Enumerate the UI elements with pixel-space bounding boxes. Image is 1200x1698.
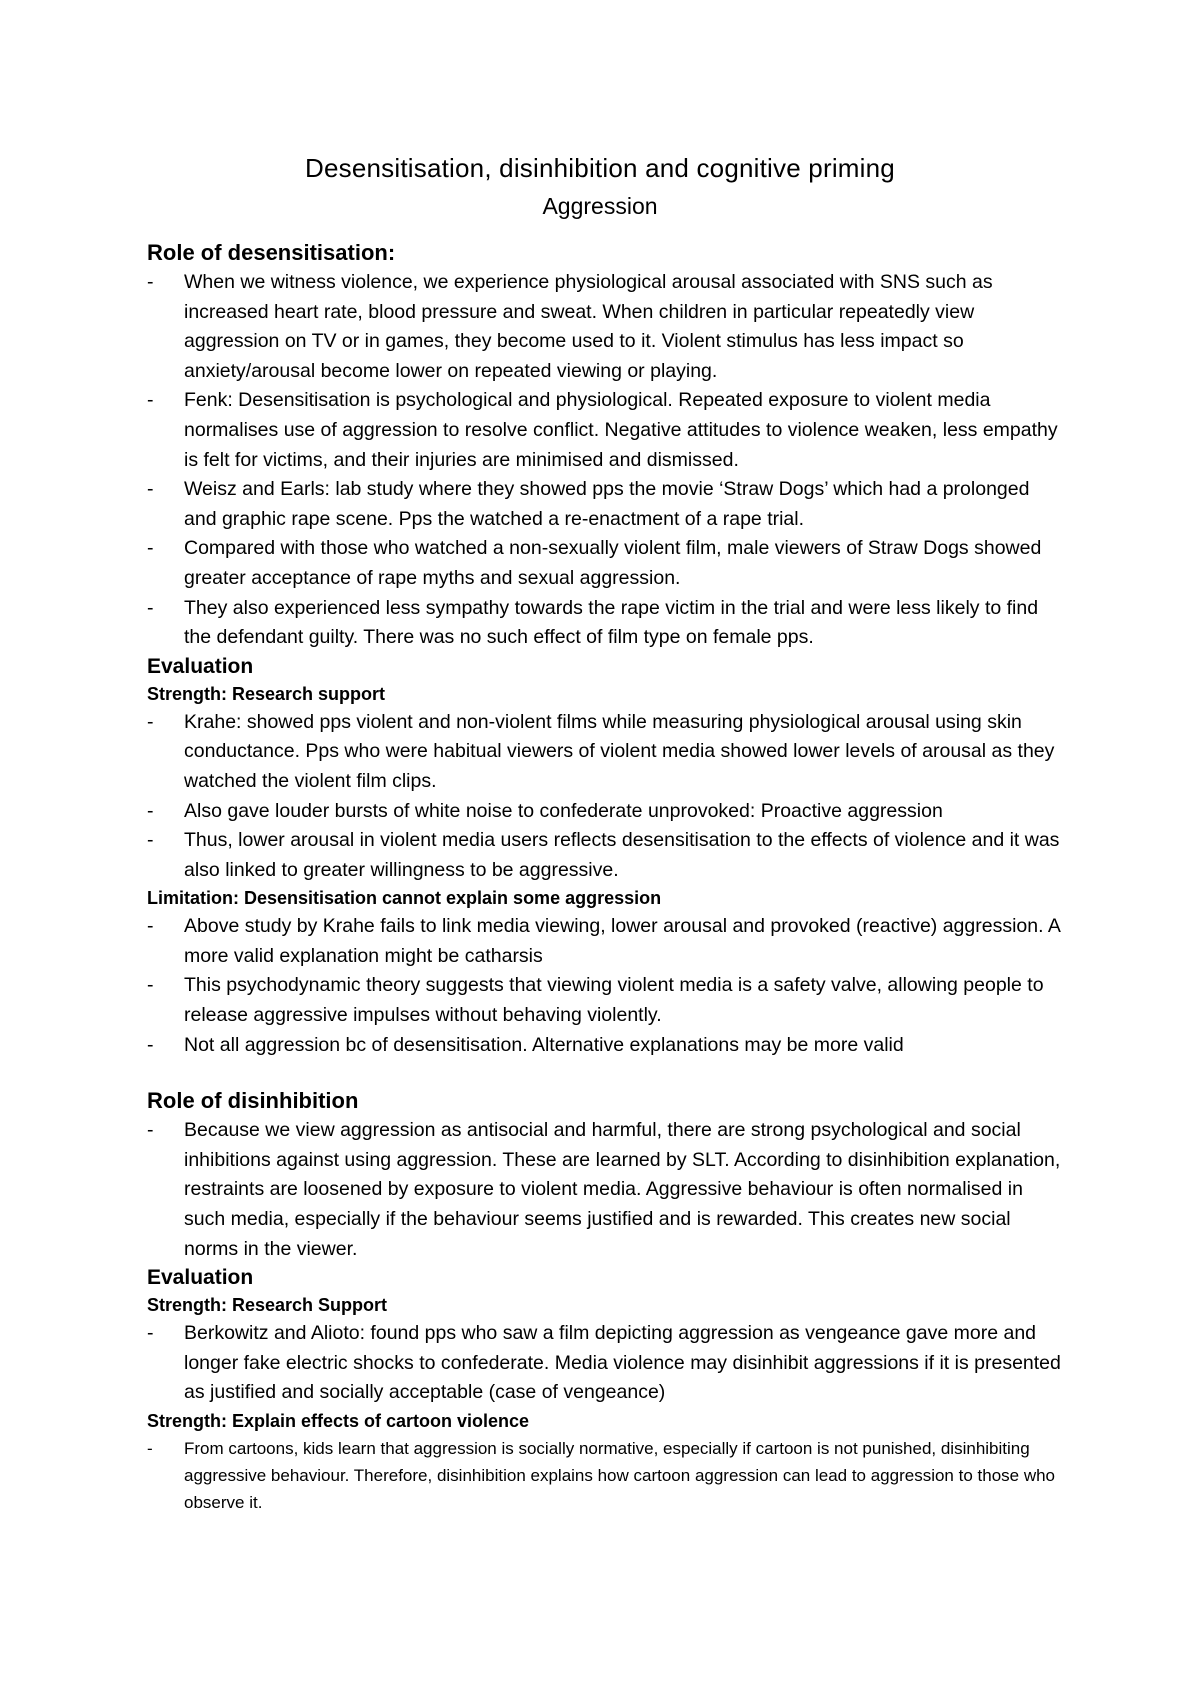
- list-item: - Because we view aggression as antisocial and harmful, there are strong psychological and social inhibitions against using aggression. These are learned by SLT. According to disinhibition explanation, restraints are loosened by exposure to violent media. Aggressive behaviour is often normalised in such media, especially if the behaviour seems justified and is rewarded. This creates new social norms in the viewer.: [147, 1116, 1067, 1264]
- section-desensitisation: [147, 238, 1067, 1060]
- list-item: - Fenk: Desensitisation is psychological and physiological. Repeated exposure to violent media normalises use of aggression to resolve conflict. Negative attitudes to violence weaken, less empathy is felt for victims, and their injuries are minimised and dismissed.: [147, 386, 1067, 475]
- list-item: - When we witness violence, we experience physiological arousal associated with SNS such as increased heart rate, blood pressure and sweat. When children in particular repeatedly view aggression on TV or in games, they become used to it. Violent stimulus has less impact so anxiety/arousal become lower on repeated viewing or playing.: [147, 268, 1067, 386]
- evaluation-heading: Evaluation: [147, 654, 254, 678]
- bullet-list: [147, 1435, 1067, 1516]
- section-heading: Role of desensitisation:: [147, 240, 396, 265]
- list-item: - They also experienced less sympathy towards the rape victim in the trial and were less likely to find the defendant guilty. There was no such effect of film type on female pps.: [147, 594, 1067, 653]
- list-item: - From cartoons, kids learn that aggression is socially normative, especially if cartoon is not punished, disinhibiting aggressive behaviour. Therefore, disinhibition explains how cartoon aggression can lead to aggression to those who observe it.: [147, 1435, 1067, 1516]
- list-item: - This psychodynamic theory suggests that viewing violent media is a safety valve, allowing people to release aggressive impulses without behaving violently.: [147, 971, 1067, 1030]
- evaluation-label: Strength: Research support: [147, 683, 386, 704]
- list-item: - Also gave louder bursts of white noise to confederate unprovoked: Proactive aggression: [147, 797, 1067, 827]
- evaluation-label: Strength: Research Support: [147, 1295, 388, 1316]
- section-spacer: [147, 1060, 1067, 1086]
- list-item: - Weisz and Earls: lab study where they showed pps the movie ‘Straw Dogs’ which had a prolonged and graphic rape scene. Pps the watched a re-enactment of a rape trial.: [147, 475, 1067, 534]
- page-title: Desensitisation, disinhibition and cognitive priming: [305, 153, 895, 183]
- bullet-list: [147, 1116, 1067, 1264]
- list-item: - Thus, lower arousal in violent media users reflects desensitisation to the effects of violence and it was also linked to greater willingness to be aggressive.: [147, 826, 1067, 885]
- bullet-list: [147, 1319, 1067, 1408]
- bullet-list: [147, 708, 1067, 886]
- title-block: [0, 148, 1200, 224]
- evaluation-heading: Evaluation: [147, 1266, 254, 1290]
- list-item: - Krahe: showed pps violent and non-violent films while measuring physiological arousal using skin conductance. Pps who were habitual viewers of violent media showed lower levels of arousal as they watched the violent film clips.: [147, 708, 1067, 797]
- document-body: [147, 238, 1067, 1516]
- list-item: - Not all aggression bc of desensitisation. Alternative explanations may be more valid: [147, 1031, 1067, 1061]
- list-item: - Compared with those who watched a non-sexually violent film, male viewers of Straw Dogs showed greater acceptance of rape myths and sexual aggression.: [147, 534, 1067, 593]
- section-disinhibition: [147, 1086, 1067, 1516]
- bullet-list: [147, 268, 1067, 653]
- list-item: - Berkowitz and Alioto: found pps who saw a film depicting aggression as vengeance gave more and longer fake electric shocks to confederate. Media violence may disinhibit aggressions if it is presented as justified and socially acceptable (case of vengeance): [147, 1319, 1067, 1408]
- section-heading: Role of disinhibition: [147, 1088, 359, 1114]
- evaluation-label: Limitation: Desensitisation cannot explain some aggression: [147, 888, 662, 909]
- list-item: - Above study by Krahe fails to link media viewing, lower arousal and provoked (reactive) aggression. A more valid explanation might be catharsis: [147, 912, 1067, 971]
- page-subtitle: Aggression: [542, 193, 658, 219]
- evaluation-label: Strength: Explain effects of cartoon violence: [147, 1411, 530, 1431]
- bullet-list: [147, 912, 1067, 1060]
